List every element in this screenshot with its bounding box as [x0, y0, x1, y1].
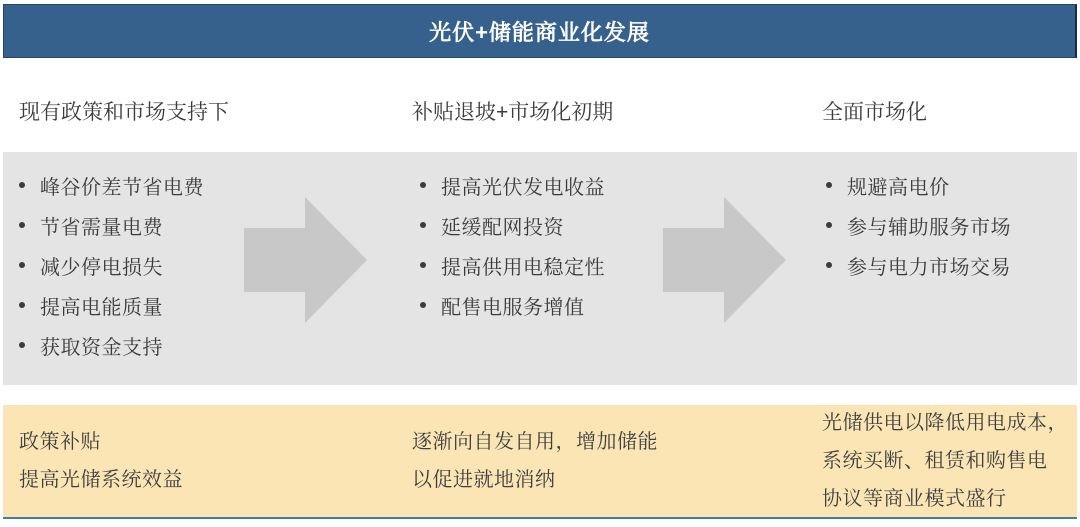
list-item-label: 参与电力市场交易	[847, 256, 1011, 279]
right-arrow-icon	[244, 197, 367, 323]
list-item-label: 规避高电价	[847, 176, 950, 199]
stage-header-existing-policy: 现有政策和市场支持下	[19, 101, 229, 124]
footer-line: 光储供电以降低用电成本，	[822, 412, 1068, 434]
list-item-label: 延缓配网投资	[441, 216, 564, 239]
bullet-icon	[826, 182, 832, 188]
bullet-icon	[826, 222, 832, 228]
bullet-icon	[19, 302, 25, 308]
bullet-icon	[420, 182, 426, 188]
list-item	[19, 285, 204, 325]
footer-line: 协议等商业模式盛行	[822, 488, 1007, 510]
benefit-list-stage3	[826, 165, 1011, 285]
list-item-label: 参与辅助服务市场	[847, 216, 1011, 239]
list-item-label: 节省需量电费	[40, 216, 163, 239]
bullet-icon	[19, 262, 25, 268]
bullet-icon	[420, 222, 426, 228]
list-item	[420, 205, 605, 245]
right-arrow-icon	[663, 197, 786, 323]
stage-header-full-market: 全面市场化	[822, 101, 927, 124]
list-item	[826, 205, 1011, 245]
stage-header-subsidy-decline: 补贴退坡+市场化初期	[412, 101, 614, 124]
list-item-label: 获取资金支持	[40, 336, 163, 359]
list-item-label: 提高光伏发电收益	[441, 176, 605, 199]
footer-line: 以促进就地消纳	[412, 469, 556, 491]
title-bar	[3, 4, 1077, 58]
benefit-list-stage1	[19, 165, 204, 365]
list-item-label: 配售电服务增值	[441, 296, 585, 319]
bullet-icon	[19, 182, 25, 188]
list-item	[19, 205, 204, 245]
list-item-label: 提高供用电稳定性	[441, 256, 605, 279]
business-model-band	[3, 405, 1077, 519]
bullet-icon	[19, 222, 25, 228]
benefits-band	[3, 152, 1077, 385]
list-item	[420, 165, 605, 205]
footer-block-stage1	[19, 405, 183, 517]
footer-line: 提高光储系统效益	[19, 469, 183, 491]
list-item	[19, 165, 204, 205]
footer-block-stage3	[822, 405, 1068, 517]
list-item-label: 峰谷价差节省电费	[40, 176, 204, 199]
list-item	[420, 285, 605, 325]
footer-line: 逐渐向自发自用，增加储能	[412, 431, 658, 453]
list-item	[826, 245, 1011, 285]
page-title: 光伏+储能商业化发展	[429, 19, 650, 45]
bullet-icon	[19, 342, 25, 348]
bullet-icon	[826, 262, 832, 268]
footer-block-stage2	[412, 405, 658, 517]
list-item	[420, 245, 605, 285]
footer-line: 系统买断、租赁和购售电	[822, 450, 1048, 472]
list-item-label: 减少停电损失	[40, 256, 163, 279]
list-item	[19, 245, 204, 285]
bullet-icon	[420, 262, 426, 268]
list-item-label: 提高电能质量	[40, 296, 163, 319]
list-item	[826, 165, 1011, 205]
footer-line: 政策补贴	[19, 431, 101, 453]
bullet-icon	[420, 302, 426, 308]
list-item	[19, 325, 204, 365]
benefit-list-stage2	[420, 165, 605, 325]
